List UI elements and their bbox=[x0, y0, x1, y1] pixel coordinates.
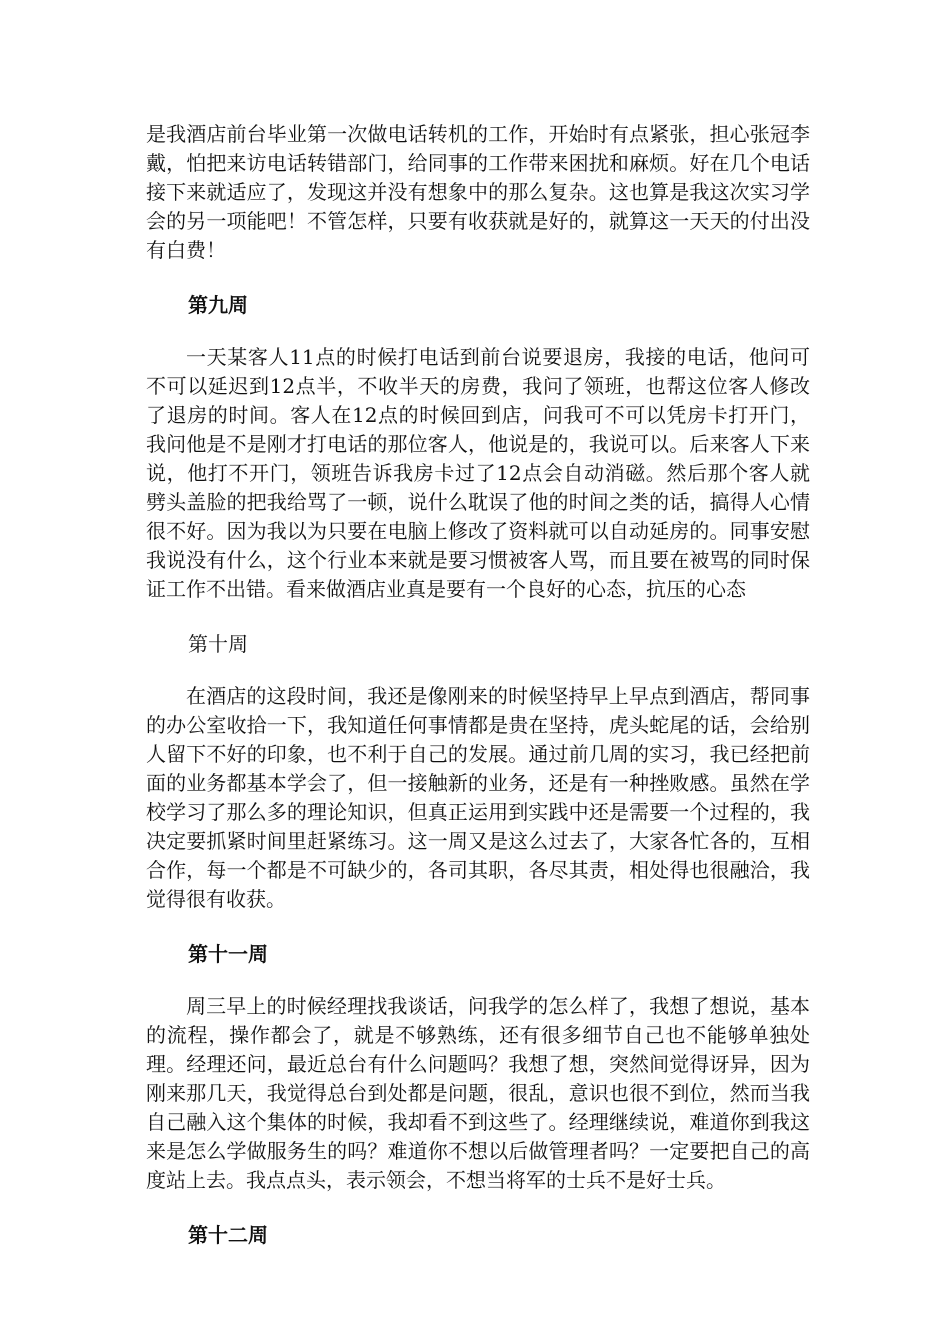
section-heading-week-12: 第十二周 bbox=[188, 1223, 268, 1247]
intro-paragraph: 是我酒店前台毕业第一次做电话转机的工作，开始时有点紧张，担心张冠李戴，怕把来访电话转错部门，给同事的工作带来困扰和麻烦。好在几个电话接下来就适应了，发现这并没有想象中的那么复杂。这也算是我这次实习学会的另一项能吧！不管怎样，只要有收获就是好的，就算这一天天的付出没有白费！ bbox=[146, 122, 810, 262]
document-page bbox=[146, 120, 810, 1250]
section-heading-week-9: 第九周 bbox=[188, 293, 248, 317]
section-paragraph-week-9: 一天某客人11点的时候打电话到前台说要退房，我接的电话，他问可不可以延迟到12点半，不收半天的房费，我问了领班，也帮这位客人修改了退房的时间。客人在12点的时候回到店，问我可不可以凭房卡打开门，我问他是不是刚才打电话的那位客人，他说是的，我说可以。后来客人下来说，他打不开门，领班告诉我房卡过了12点会自动消磁。然后那个客人就劈头盖脸的把我给骂了一顿，说什么耽误了他的时间之类的话，搞得人心情很不好。因为我以为只要在电脑上修改了资料就可以自动延房的。同事安慰我说没有什么，这个行业本来就是要习惯被客人骂，而且要在被骂的同时保证工作不出错。看来做酒店业真是要有一个良好的心态，抗压的心态 bbox=[146, 345, 810, 601]
section-paragraph-week-10: 在酒店的这段时间，我还是像刚来的时候坚持早上早点到酒店，帮同事的办公室收拾一下，我知道任何事情都是贵在坚持，虎头蛇尾的话，会给别人留下不好的印象，也不利于自己的发展。通过前几周的实习，我已经把前面的业务都基本学会了，但一接触新的业务，还是有一种挫败感。虽然在学校学习了那么多的理论知识，但真正运用到实践中还是需要一个过程的，我决定要抓紧时间里赶紧练习。这一周又是这么过去了，大家各忙各的，互相合作，每一个都是不可缺少的，各司其职，各尽其责，相处得也很融洽，我觉得很有收获。 bbox=[146, 684, 810, 911]
section-paragraph-week-11: 周三早上的时候经理找我谈话，问我学的怎么样了，我想了想说，基本的流程，操作都会了，就是不够熟练，还有很多细节自己也不能够单独处理。经理还问，最近总台有什么问题吗？我想了想，突然间觉得讶异，因为刚来那几天，我觉得总台到处都是问题，很乱，意识也很不到位，然而当我自己融入这个集体的时候，我却看不到这些了。经理继续说，难道你到我这来是怎么学做服务生的吗？难道你不想以后做管理者吗？一定要把自己的高度站上去。我点点头，表示领会，不想当将军的士兵不是好士兵。 bbox=[146, 994, 810, 1192]
section-heading-week-11: 第十一周 bbox=[188, 942, 268, 966]
section-heading-week-10: 第十周 bbox=[188, 632, 248, 656]
